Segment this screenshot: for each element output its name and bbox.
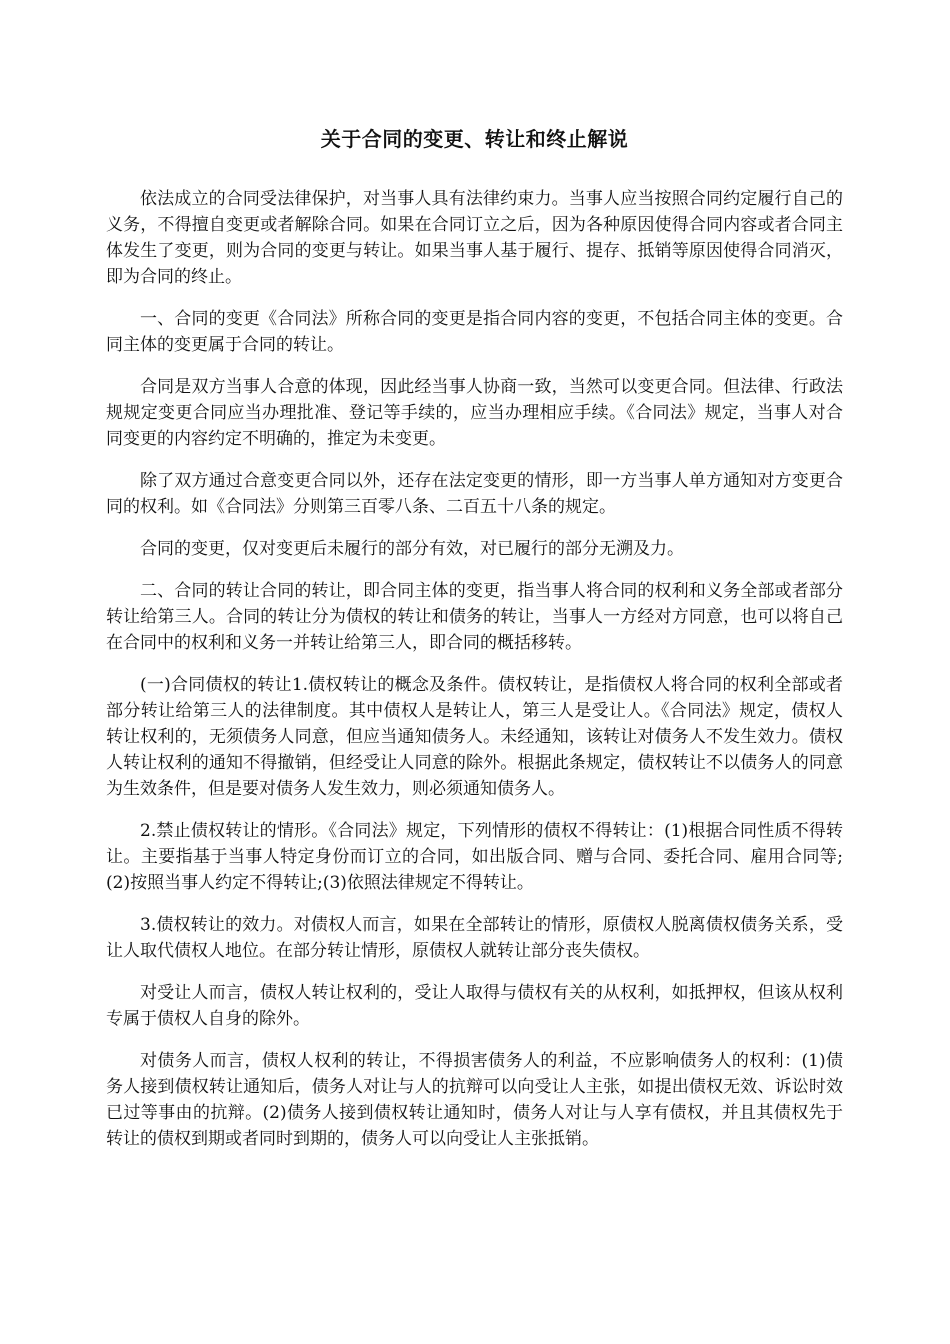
document-title: 关于合同的变更、转让和终止解说 xyxy=(320,127,629,151)
paragraph-transfer-effect-debtor: 对债务人而言，债权人权利的转让，不得损害债务人的利益，不应影响债务人的权利：(1)债务人接到债权转让通知后，债务人对让与人的抗辩可以向受让人主张，如提出债权无效、诉讼时效已过等事由的抗辩。(2)债务人接到债权转让通知时，债务人对让与人享有债权，并且其债权先于转让的债权到期或者同时到期的，债务人可以向受让人主张抵销。 xyxy=(106,1051,843,1149)
paragraph-intro: 依法成立的合同受法律保护，对当事人具有法律约束力。当事人应当按照合同约定履行自己的义务，不得擅自变更或者解除合同。如果在合同订立之后，因为各种原因使得合同内容或者合同主体发生了变更，则为合同的变更与转让。如果当事人基于履行、提存、抵销等原因使得合同消灭，即为合同的终止。 xyxy=(106,189,843,287)
paragraph-change-effect: 合同的变更，仅对变更后未履行的部分有效，对已履行的部分无溯及力。 xyxy=(140,539,684,559)
paragraph-change-by-agreement: 合同是双方当事人合意的体现，因此经当事人协商一致，当然可以变更合同。但法律、行政法规规定变更合同应当办理批准、登记等手续的，应当办理相应手续。《合同法》规定，当事人对合同变更的内容约定不明确的，推定为未变更。 xyxy=(106,377,843,449)
paragraph-statutory-change: 除了双方通过合意变更合同以外，还存在法定变更的情形，即一方当事人单方通知对方变更合同的权利。如《合同法》分则第三百零八条、二百五十八条的规定。 xyxy=(106,471,843,517)
paragraph-prohibited-transfer: 2.禁止债权转让的情形。《合同法》规定，下列情形的债权不得转让：(1)根据合同性质不得转让。主要指基于当事人特定身份而订立的合同，如出版合同、赠与合同、委托合同、雇用合同等;(2)按照当事人约定不得转让;(3)依照法律规定不得转让。 xyxy=(106,821,843,893)
paragraph-section-1-change: 一、合同的变更《合同法》所称合同的变更是指合同内容的变更，不包括合同主体的变更。合同主体的变更属于合同的转让。 xyxy=(106,309,843,355)
paragraph-section-2-transfer: 二、合同的转让合同的转让，即合同主体的变更，指当事人将合同的权利和义务全部或者部分转让给第三人。合同的转让分为债权的转让和债务的转让，当事人一方经对方同意，也可以将自己在合同中的权利和义务一并转让给第三人，即合同的概括移转。 xyxy=(106,581,843,653)
paragraph-claim-transfer-concept: (一)合同债权的转让1.债权转让的概念及条件。债权转让，是指债权人将合同的权利全部或者部分转让给第三人的法律制度。其中债权人是转让人，第三人是受让人。《合同法》规定，债权人转让权利的，无须债务人同意，但应当通知债务人。未经通知，该转让对债务人不发生效力。债权人转让权利的通知不得撤销，但经受让人同意的除外。根据此条规定，债权转让不以债务人的同意为生效条件，但是要对债务人发生效力，则必须通知债务人。 xyxy=(106,675,843,799)
paragraph-transfer-effect-creditor: 3.债权转让的效力。对债权人而言，如果在全部转让的情形，原债权人脱离债权债务关系，受让人取代债权人地位。在部分转让情形，原债权人就转让部分丧失债权。 xyxy=(106,915,843,961)
paragraph-transfer-effect-transferee: 对受让人而言，债权人转让权利的，受让人取得与债权有关的从权利，如抵押权，但该从权利专属于债权人自身的除外。 xyxy=(106,983,843,1029)
